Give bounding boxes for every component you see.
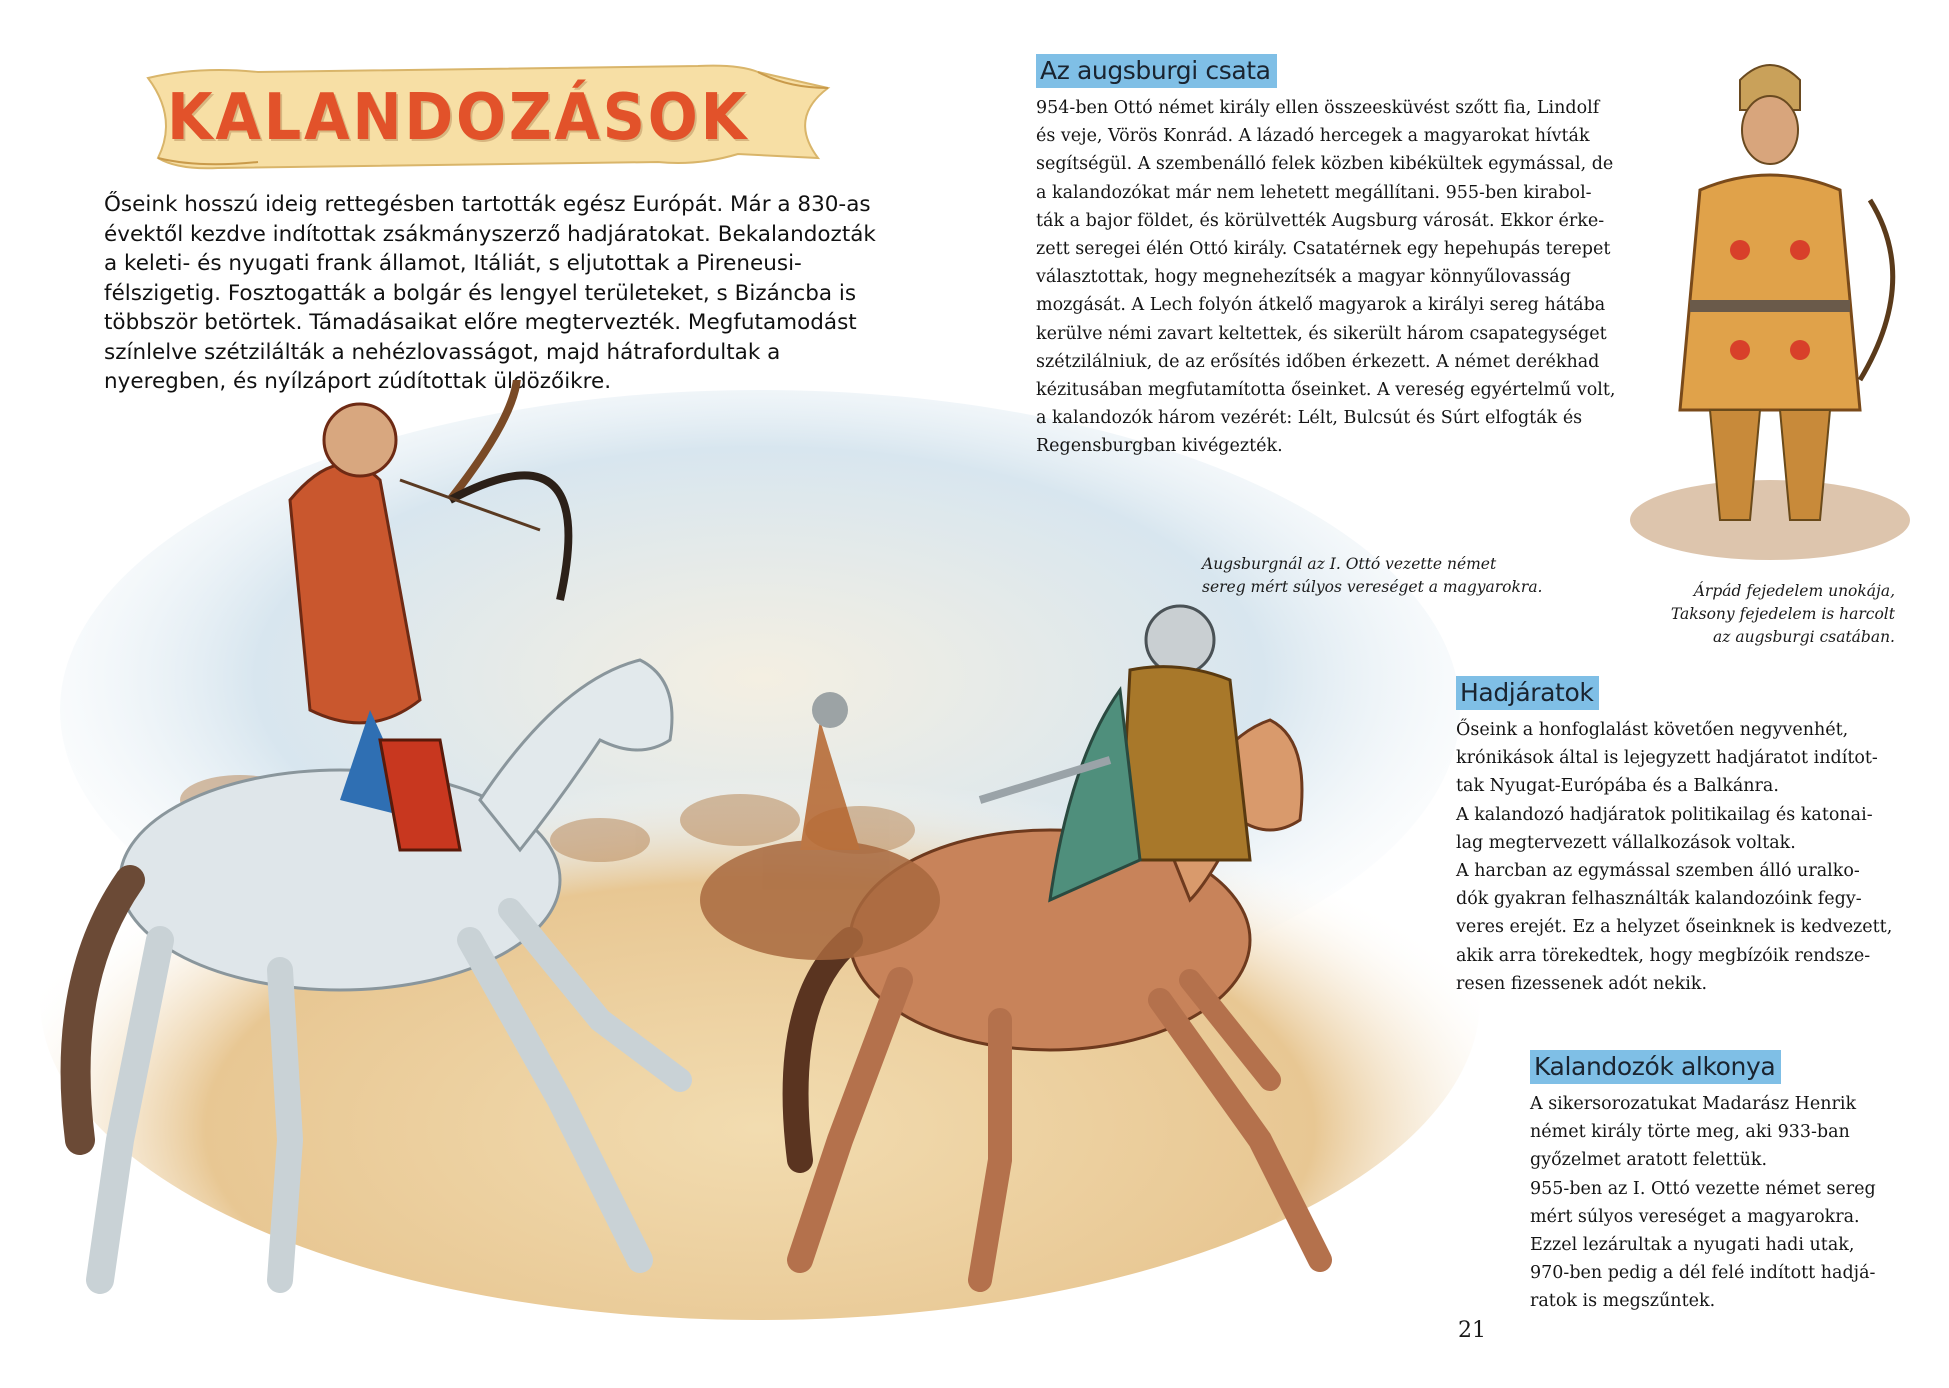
section-alkonya — [1530, 1050, 1910, 1316]
section-hadjaratok — [1456, 676, 1916, 998]
section-text: A sikersorozatukat Madarász Henrik német király törte meg, aki 933-ban győzelmet aratott felettük. 955-ben az I. Ottó vezette német sereg mért súlyos vereséget a magyarokra. Ezzel lezárultak a nyugati hadi utak, 970-ben pedig a dél felé indított hadjá- ratok is megszűntek. — [1530, 1094, 1876, 1312]
section-heading: Kalandozók alkonya — [1530, 1050, 1781, 1084]
section-augsburg — [1036, 54, 1636, 461]
section-heading: Az augsburgi csata — [1036, 54, 1277, 88]
battle-caption: Augsburgnál az I. Ottó vezette német sereg mért súlyos vereséget a magyarokra. — [1202, 555, 1543, 596]
page-title: KALANDOZÁSOK — [167, 81, 749, 155]
portrait-caption: Árpád fejedelem unokája, Taksony fejedelem is harcolt az augsburgi csatában. — [1670, 582, 1895, 646]
warrior-portrait — [1620, 50, 1920, 570]
intro-text: Őseink hosszú ideig rettegésben tartották egész Európát. Már a 830-as évektől kezdve indítottak zsákmányszerző hadjáratokat. Bekalandozták a keleti- és nyugati frank államot, Itáliát, s eljutottak a Pireneusi-félszigetig. Fosztogatták a bolgár és lengyel területeket, s Bizáncba is többször betörtek. Támadásaikat előre megtervezték. Megfutamodást színlelve szétzilálták a nehézlovasságot, majd hátrafordultak a nyeregben, és nyílzáport zúdítottak üldözőikre. — [104, 192, 876, 394]
section-heading: Hadjáratok — [1456, 676, 1599, 710]
section-text: 954-ben Ottó német király ellen összeesküvést szőtt fia, Lindolf és veje, Vörös Konrád. A lázadó hercegek a magyarokat hívták segítségül. A szembenálló felek közben kibékültek egymással, de a kalandozókat már nem lehetett megállítani. 955-ben kirabol- ták a bajor földet, és körülvették Augsburg városát. Ekkor érke- zett seregei élén Ottó király. Csatatérnek egy hepehupás terepet választottak, hogy megnehezítsék a magyar könnyűlovasság mozgását. A Lech folyón átkelő magyarok a királyi sereg hátába kerülve némi zavart keltettek, és sikerült három csapategységet szétzilálniuk, de az erősítés időben érkezett. A német derékhad kézitusában megfutamította őseinket. A vereség egyértelmű volt, a kalandozók három vezérét: Lélt, Bulcsút és Súrt elfogták és Regensburgban kivégezték. — [1036, 98, 1616, 457]
battle-illustration — [40, 380, 1480, 1340]
section-text: Őseink a honfoglalást követően negyvenhét, krónikások által is lejegyzett hadjáratot indítot- tak Nyugat-Európába és a Balkánra. A kalandozó hadjáratok politikailag és katonai- lag megtervezett vállalkozások voltak. A harcban az egymással szemben álló uralko- dók gyakran felhasználták kalandozóink fegy- veres erejét. Ez a helyzet őseinknek is kedvezett, akik arra törekedtek, hogy megbízóik rendsze- resen fizessenek adót nekik. — [1456, 720, 1893, 994]
title-banner — [138, 58, 838, 178]
page-number: 21 — [1458, 1318, 1486, 1343]
